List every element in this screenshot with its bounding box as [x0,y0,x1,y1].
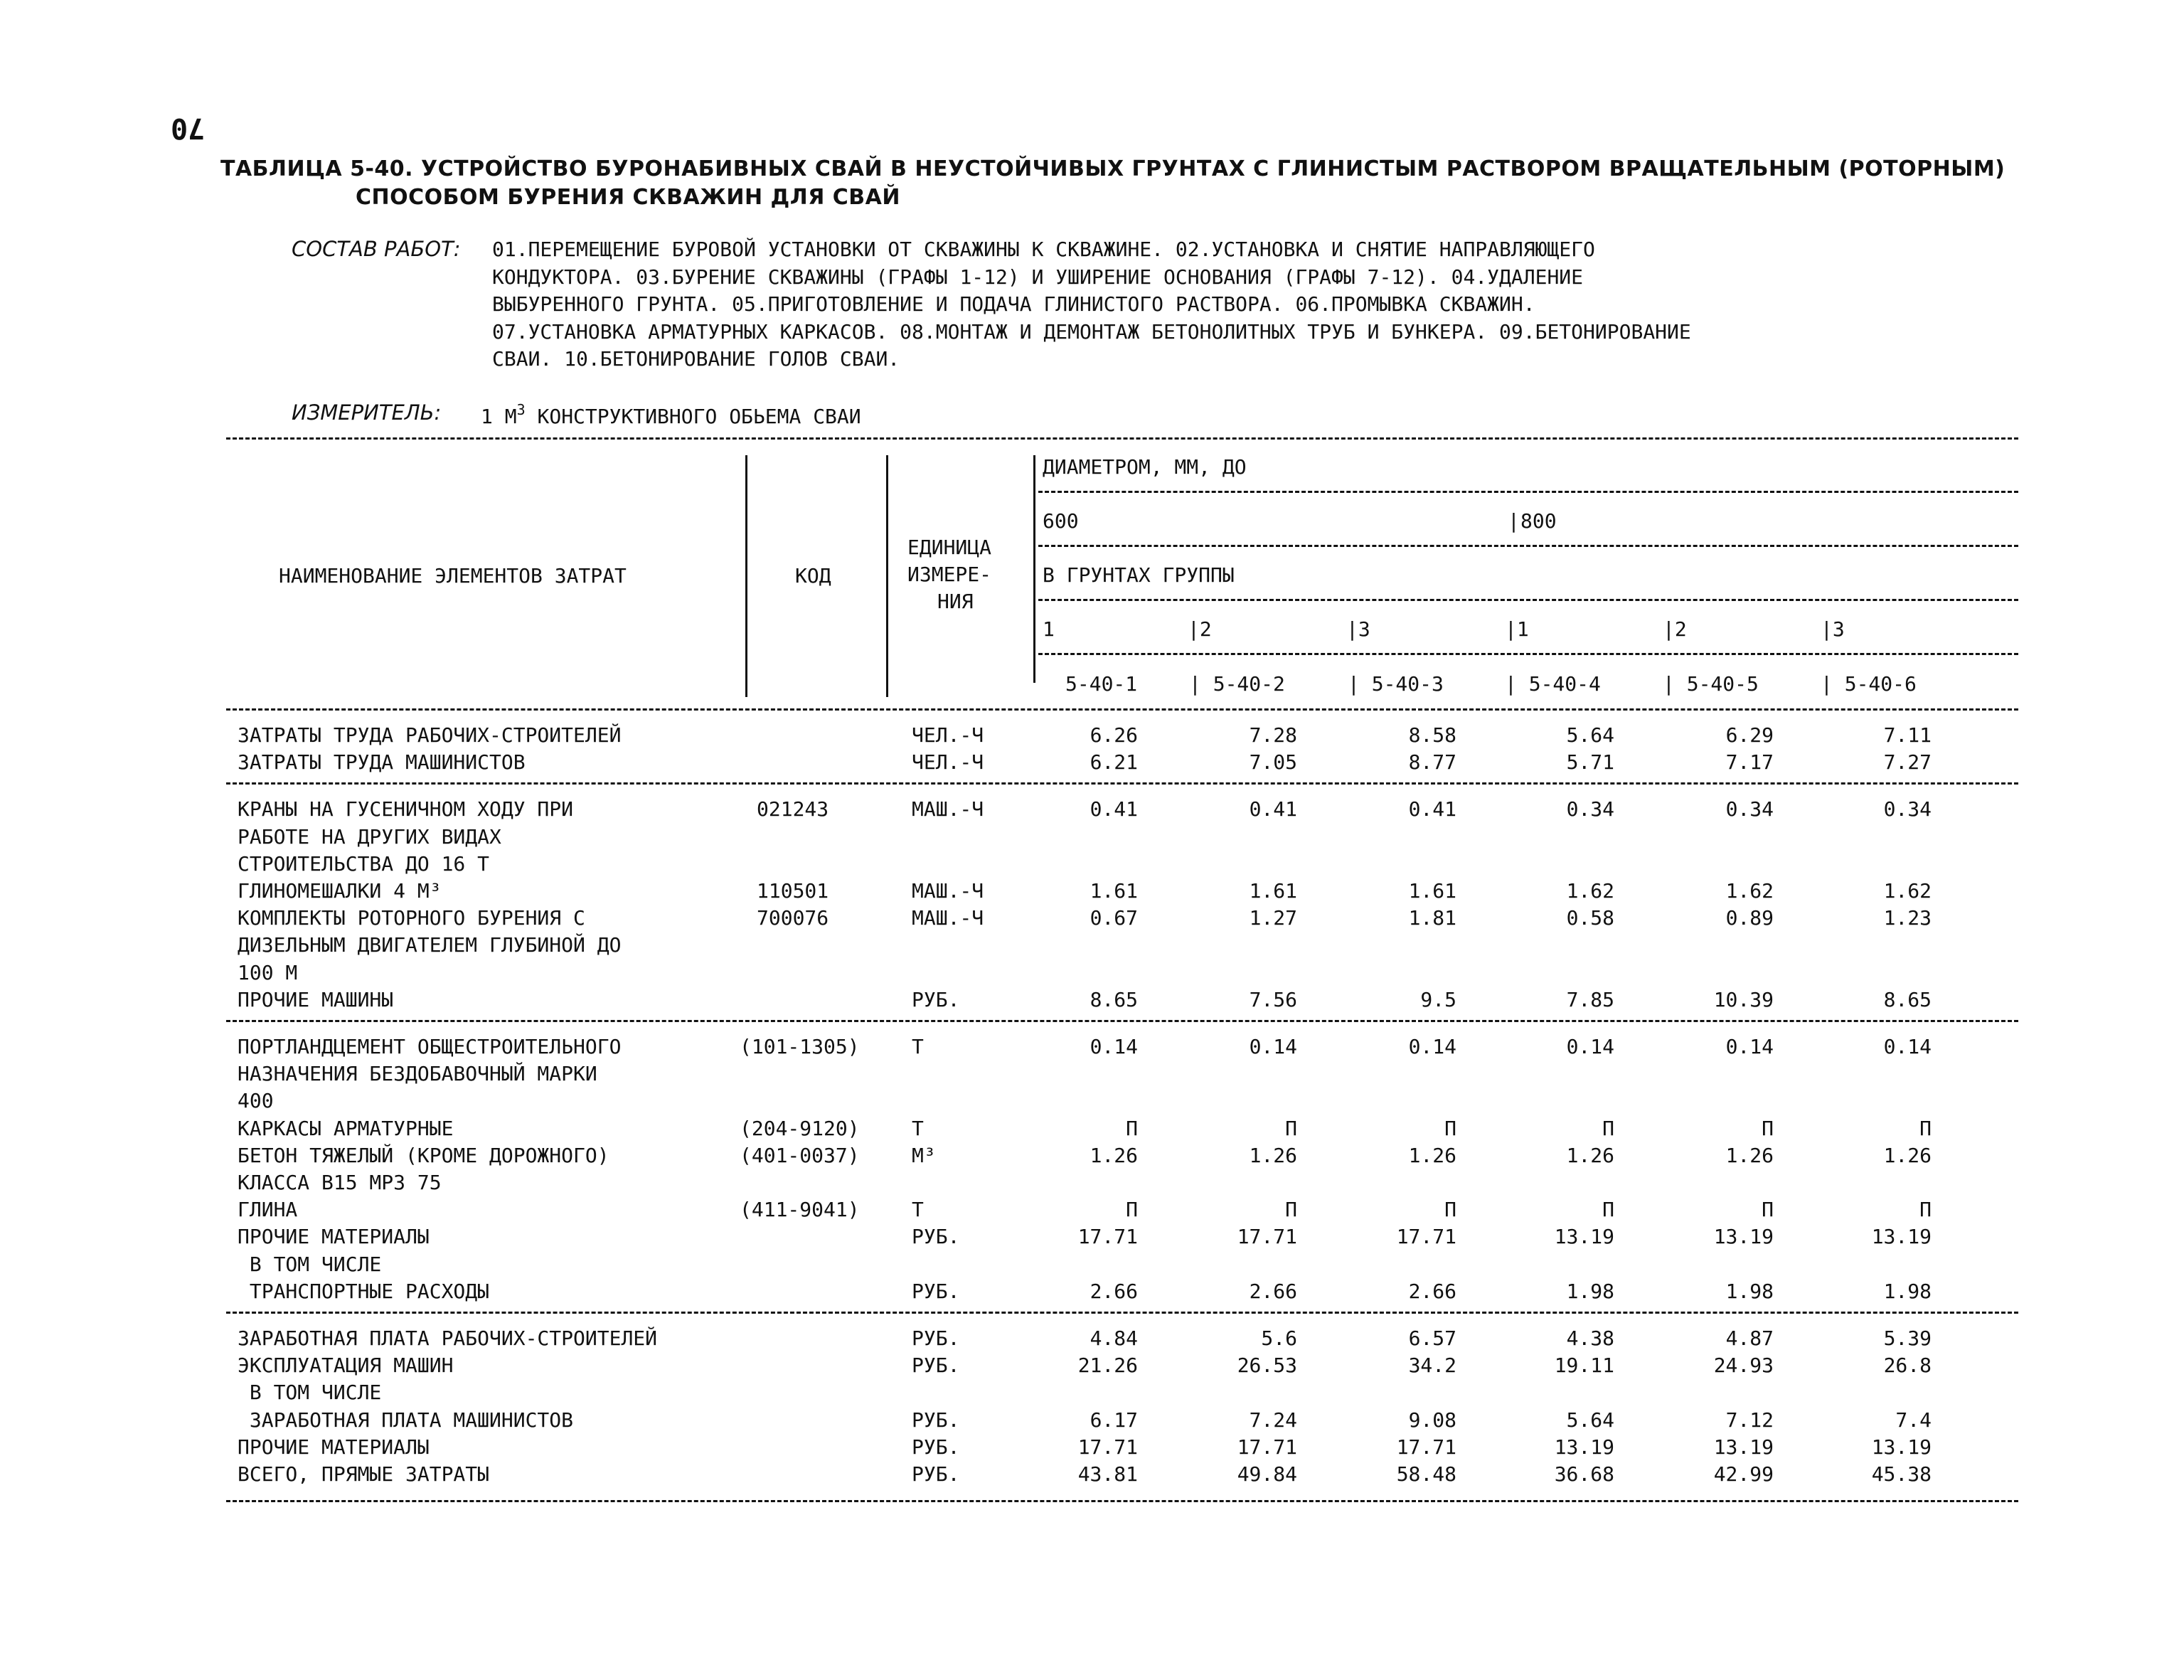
row-code: 021243 [757,797,829,822]
row-value: 1.98 [1566,1279,1614,1303]
header-divider [886,455,888,697]
table-top-rule [226,437,2018,440]
row-value: 4.38 [1566,1327,1614,1350]
row-value: 17.71 [1396,1435,1456,1459]
row-value: 4.87 [1725,1327,1774,1350]
works-text [492,236,1691,373]
row-value: П [1126,1198,1138,1222]
row-value: 1.81 [1408,906,1456,930]
row-unit: РУБ. [912,1225,960,1249]
row-value: П [1602,1116,1614,1140]
row-value: П [1762,1198,1774,1222]
header-unit-3: НИЯ [937,590,974,613]
row-value: 0.14 [1725,1035,1774,1058]
row-value: П [1602,1198,1614,1222]
code-col-6-label: 5-40-6 [1844,672,1917,696]
row-value: 7.4 [1895,1408,1932,1432]
row-value: 1.98 [1883,1279,1932,1303]
row-value: 9.08 [1408,1408,1456,1432]
row-value: 2.66 [1249,1279,1297,1303]
row-value: 0.41 [1249,797,1297,822]
row-value: 42.99 [1713,1462,1774,1486]
table-title [220,155,2005,212]
row-name: ЭКСПЛУАТАЦИЯ МАШИН [238,1354,454,1378]
row-unit: РУБ. [912,1354,960,1378]
code-col-3: | 5-40-3 [1348,672,1444,696]
row-value: 45.38 [1871,1462,1932,1486]
row-value: 1.26 [1249,1143,1297,1167]
measure-text [481,403,861,427]
works-label: СОСТАВ РАБОТ: [292,237,461,261]
row-value: 0.34 [1883,797,1932,822]
measure-label: ИЗМЕРИТЕЛЬ: [292,400,442,425]
row-value: 17.71 [1077,1435,1138,1459]
row-unit: РУБ. [912,1408,960,1432]
row-value: П [1285,1198,1297,1222]
row-value: 1.26 [1566,1143,1614,1167]
works-line: 01.ПЕРЕМЕЩЕНИЕ БУРОВОЙ УСТАНОВКИ ОТ СКВАЖИНЫ К СКВАЖИНЕ. 02.УСТАНОВКА И СНЯТИЕ НАПРАВЛЯЮЩЕГО [492,238,1595,261]
row-value: 5.71 [1566,750,1614,775]
row-value: 1.98 [1725,1279,1774,1303]
row-value: П [1919,1116,1932,1140]
row-name: ПРОЧИЕ МАШИНЫ [238,987,394,1011]
row-value: 26.53 [1237,1354,1297,1378]
row-value: 13.19 [1554,1435,1614,1459]
row-value: 5.6 [1261,1327,1297,1350]
row-value: 2.66 [1090,1279,1138,1303]
code-col-2: | 5-40-2 [1189,672,1285,696]
group-6-label: 3 [1832,617,1845,641]
header-rule [1038,599,2018,601]
code-col-4: | 5-40-4 [1505,672,1601,696]
table-bottom-rule [226,1500,2018,1502]
row-value: П [1126,1116,1138,1140]
works-line: КОНДУКТОРА. 03.БУРЕНИЕ СКВАЖИНЫ (ГРАФЫ 1-12) И УШИРЕНИЕ ОСНОВАНИЯ (ГРАФЫ 7-12). 04.УДАЛЕНИЕ [492,265,1584,289]
row-value: 0.14 [1090,1035,1138,1058]
group-1: 1 [1043,617,1055,641]
title-line-2: СПОСОБОМ БУРЕНИЯ СКВАЖИН ДЛЯ СВАЙ [356,185,900,210]
row-value: 0.58 [1566,906,1614,930]
header-code: КОД [795,564,831,588]
group-6: |3 [1821,617,1845,641]
row-code: 110501 [757,879,829,903]
header-bottom-rule [226,708,2018,711]
header-rule [1038,545,2018,547]
row-unit: Т [912,1116,924,1140]
row-value: П [1762,1116,1774,1140]
row-value: П [1285,1116,1297,1140]
group-5: |2 [1663,617,1687,641]
header-unit-1: ЕДИНИЦА [907,536,992,559]
row-unit: Т [912,1198,924,1222]
works-line: 07.УСТАНОВКА АРМАТУРНЫХ КАРКАСОВ. 08.МОНТАЖ И ДЕМОНТАЖ БЕТОНОЛИТНЫХ ТРУБ И БУНКЕРА. 09.БЕТОНИРОВАНИЕ [492,319,1691,344]
row-unit: ЧЕЛ.-Ч [912,750,984,775]
row-value: П [1919,1198,1932,1222]
header-divider [745,455,747,697]
row-name: БЕТОН ТЯЖЕЛЫЙ (КРОМЕ ДОРОЖНОГО) [238,1143,609,1167]
row-unit: РУБ. [912,1279,960,1303]
row-unit: РУБ. [912,1327,960,1350]
row-unit: Т [912,1035,924,1058]
row-value: 7.11 [1883,723,1932,747]
row-code: (401-0037) [740,1143,860,1167]
row-value: 6.21 [1090,750,1138,775]
group-4-label: 1 [1516,617,1529,641]
row-name: В ТОМ ЧИСЛЕ [238,1381,382,1405]
row-unit: ЧЕЛ.-Ч [912,723,984,747]
row-value: 1.62 [1566,879,1614,903]
row-code: (204-9120) [740,1116,860,1140]
measure-value: 1 М [481,405,517,428]
code-col-4-label: 5-40-4 [1528,672,1601,696]
row-name: СТРОИТЕЛЬСТВА ДО 16 Т [238,851,490,876]
row-value: 17.71 [1237,1225,1297,1249]
row-unit: РУБ. [912,987,960,1011]
row-value: П [1444,1198,1456,1222]
row-value: 17.71 [1396,1225,1456,1249]
row-value: 13.19 [1713,1225,1774,1249]
row-unit: МАШ.-Ч [912,879,984,903]
row-value: 0.34 [1566,797,1614,822]
header-divider [1033,455,1035,683]
row-value: 13.19 [1713,1435,1774,1459]
row-name: ВСЕГО, ПРЯМЫЕ ЗАТРАТЫ [238,1462,490,1486]
row-value: 7.12 [1725,1408,1774,1432]
row-value: 7.27 [1883,750,1932,775]
row-value: 7.56 [1249,987,1297,1011]
row-name: 400 [238,1089,274,1113]
row-code: 700076 [757,906,829,930]
code-col-5-label: 5-40-5 [1686,672,1759,696]
title-line-1: ТАБЛИЦА 5-40. УСТРОЙСТВО БУРОНАБИВНЫХ СВАЙ В НЕУСТОЙЧИВЫХ ГРУНТАХ С ГЛИНИСТЫМ РАСТВОРОМ ВРАЩАТЕЛЬНЫМ (РОТОРНЫМ) [220,156,2005,181]
row-value: 1.62 [1883,879,1932,903]
row-unit: РУБ. [912,1435,960,1459]
header-unit-2: ИЗМЕРЕ- [907,563,992,586]
row-value: 0.89 [1725,906,1774,930]
row-name: ЗАРАБОТНАЯ ПЛАТА МАШИНИСТОВ [238,1408,574,1432]
row-code: (101-1305) [740,1035,860,1058]
group-2: |2 [1188,617,1212,641]
row-value: 7.24 [1249,1408,1297,1432]
row-value: 17.71 [1077,1225,1138,1249]
row-name: ПРОЧИЕ МАТЕРИАЛЫ [238,1225,430,1249]
row-name: КРАНЫ НА ГУСЕНИЧНОМ ХОДУ ПРИ [238,797,574,822]
row-value: П [1444,1116,1456,1140]
row-value: 6.17 [1090,1408,1138,1432]
header-d800-bar: | [1508,509,1520,533]
row-value: 0.41 [1408,797,1456,822]
row-value: 1.61 [1249,879,1297,903]
row-value: 1.61 [1408,879,1456,903]
row-value: 1.26 [1725,1143,1774,1167]
measure-rest: КОНСТРУКТИВНОГО ОБЬЕМА СВАИ [525,405,861,428]
row-value: 2.66 [1408,1279,1456,1303]
row-value: 10.39 [1713,987,1774,1011]
row-value: 13.19 [1554,1225,1614,1249]
header-rule [1038,653,2018,655]
row-value: 5.64 [1566,723,1614,747]
group-4: |1 [1505,617,1529,641]
row-unit: МАШ.-Ч [912,906,984,930]
header-name: НАИМЕНОВАНИЕ ЭЛЕМЕНТОВ ЗАТРАТ [279,564,627,588]
row-value: 8.65 [1883,987,1932,1011]
section-rule [226,782,2018,785]
row-unit: М³ [912,1143,936,1167]
row-value: 26.8 [1883,1354,1932,1378]
row-value: 5.64 [1566,1408,1614,1432]
row-value: 7.05 [1249,750,1297,775]
row-value: 13.19 [1871,1225,1932,1249]
row-value: 8.65 [1090,987,1138,1011]
row-value: 58.48 [1396,1462,1456,1486]
row-value: 36.68 [1554,1462,1614,1486]
measure-sup: 3 [516,401,526,418]
code-col-1: 5-40-1 [1065,672,1138,696]
row-value: 34.2 [1408,1354,1456,1378]
row-name: КЛАССА В15 МРЗ 75 [238,1171,442,1194]
row-value: 24.93 [1713,1354,1774,1378]
row-value: 1.26 [1408,1143,1456,1167]
row-value: 0.14 [1249,1035,1297,1058]
page-number: 70 [171,112,206,144]
row-name: ГЛИНА [238,1198,298,1222]
row-name: ЗАТРАТЫ ТРУДА РАБОЧИХ-СТРОИТЕЛЕЙ [238,723,622,747]
row-value: 5.39 [1883,1327,1932,1350]
row-name: КАРКАСЫ АРМАТУРНЫЕ [238,1116,454,1140]
row-value: 6.57 [1408,1327,1456,1350]
row-name: В ТОМ ЧИСЛЕ [238,1252,382,1276]
row-name: ДИЗЕЛЬНЫМ ДВИГАТЕЛЕМ ГЛУБИНОЙ ДО [238,933,622,957]
row-name: ЗАТРАТЫ ТРУДА МАШИНИСТОВ [238,750,526,775]
code-col-2-label: 5-40-2 [1213,672,1285,696]
row-value: 1.26 [1883,1143,1932,1167]
code-col-6: | 5-40-6 [1821,672,1917,696]
row-value: 17.71 [1237,1435,1297,1459]
row-value: 19.11 [1554,1354,1614,1378]
row-value: 1.61 [1090,879,1138,903]
row-value: 0.14 [1883,1035,1932,1058]
row-value: 21.26 [1077,1354,1138,1378]
row-value: 1.62 [1725,879,1774,903]
works-line: СВАИ. 10.БЕТОНИРОВАНИЕ ГОЛОВ СВАИ. [492,347,900,371]
row-name: ТРАНСПОРТНЫЕ РАСХОДЫ [238,1279,490,1303]
code-col-5: | 5-40-5 [1663,672,1759,696]
row-value: 1.23 [1883,906,1932,930]
row-value: 0.41 [1090,797,1138,822]
section-rule [226,1312,2018,1314]
works-line: ВЫБУРЕННОГО ГРУНТА. 05.ПРИГОТОВЛЕНИЕ И ПОДАЧА ГЛИНИСТОГО РАСТВОРА. 06.ПРОМЫВКА СКВАЖИН. [492,292,1535,317]
group-3: |3 [1346,617,1370,641]
row-value: 9.5 [1420,987,1456,1011]
row-value: 0.14 [1566,1035,1614,1058]
header-rule [1038,491,2018,493]
row-name: ЗАРАБОТНАЯ ПЛАТА РАБОЧИХ-СТРОИТЕЛЕЙ [238,1327,658,1350]
row-value: 6.26 [1090,723,1138,747]
row-value: 0.67 [1090,906,1138,930]
row-name: РАБОТЕ НА ДРУГИХ ВИДАХ [238,824,501,849]
group-3-label: 3 [1358,617,1370,641]
row-value: 49.84 [1237,1462,1297,1486]
group-5-label: 2 [1674,617,1687,641]
row-value: 1.27 [1249,906,1297,930]
row-value: 0.34 [1725,797,1774,822]
row-value: 0.14 [1408,1035,1456,1058]
row-value: 1.26 [1090,1143,1138,1167]
row-name: 100 М [238,960,298,984]
header-d600: 600 [1043,509,1079,533]
group-2-label: 2 [1199,617,1212,641]
row-name: ПРОЧИЕ МАТЕРИАЛЫ [238,1435,430,1459]
row-value: 4.84 [1090,1327,1138,1350]
row-value: 7.28 [1249,723,1297,747]
row-value: 8.77 [1408,750,1456,775]
header-soil-group: В ГРУНТАХ ГРУППЫ [1043,563,1235,587]
row-value: 43.81 [1077,1462,1138,1486]
header-diameter: ДИАМЕТРОМ, ММ, ДО [1043,455,1247,479]
row-name: ПОРТЛАНДЦЕМЕНТ ОБЩЕСТРОИТЕЛЬНОГО [238,1035,622,1058]
section-rule [226,1020,2018,1022]
row-unit: МАШ.-Ч [912,797,984,822]
row-value: 13.19 [1871,1435,1932,1459]
header-d800: 800 [1520,509,1557,533]
row-unit: РУБ. [912,1462,960,1486]
row-code: (411-9041) [740,1198,860,1222]
row-value: 7.85 [1566,987,1614,1011]
row-name: ГЛИНОМЕШАЛКИ 4 М³ [238,879,442,903]
row-value: 6.29 [1725,723,1774,747]
row-name: НАЗНАЧЕНИЯ БЕЗДОБАВОЧНЫЙ МАРКИ [238,1062,597,1086]
row-value: 7.17 [1725,750,1774,775]
row-value: 8.58 [1408,723,1456,747]
code-col-3-label: 5-40-3 [1371,672,1444,696]
row-name: КОМПЛЕКТЫ РОТОРНОГО БУРЕНИЯ С [238,906,585,930]
